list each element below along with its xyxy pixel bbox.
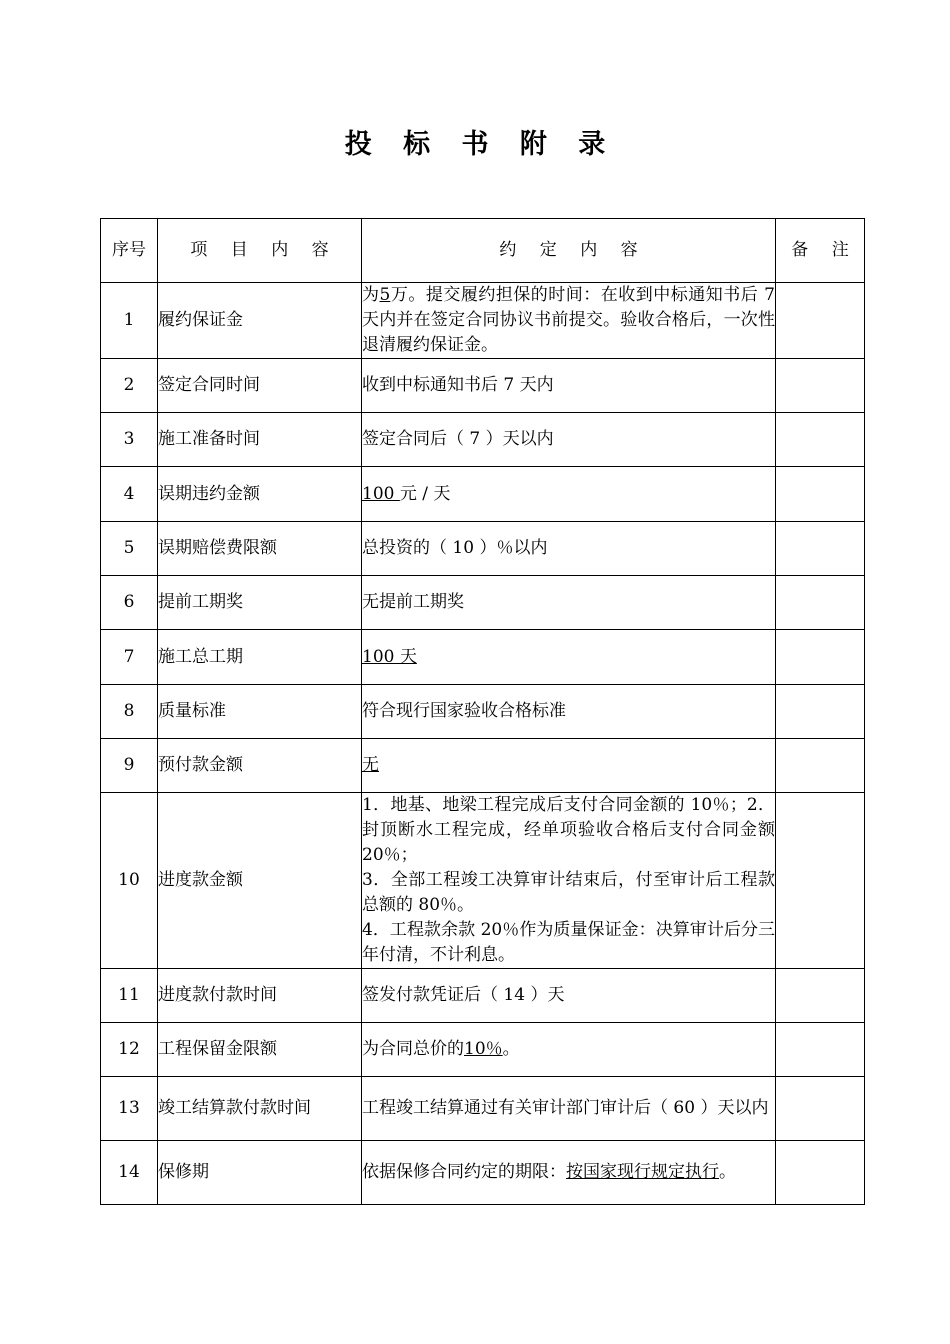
row-number: 12: [101, 1023, 158, 1077]
row-item: 施工准备时间: [158, 413, 362, 467]
row-terms: 签发付款凭证后（ 14 ）天: [362, 969, 776, 1023]
header-item: 项 目 内 容: [158, 219, 362, 283]
row-number: 6: [101, 576, 158, 630]
row-number: 4: [101, 467, 158, 522]
terms-text: 元 / 天: [399, 483, 451, 504]
row-item: 提前工期奖: [158, 576, 362, 630]
table-row: [101, 969, 865, 1023]
underlined-value: 100: [362, 483, 400, 504]
row-terms: [362, 1023, 776, 1077]
row-terms: 无提前工期奖: [362, 576, 776, 630]
document-title: 投 标 书 附 录: [344, 129, 617, 160]
row-terms: 工程竣工结算通过有关审计部门审计后（ 60 ）天以内: [362, 1077, 776, 1141]
row-item: 进度款金额: [158, 793, 362, 969]
row-item: 预付款金额: [158, 739, 362, 793]
terms-paragraph: 4．工程款余款 20％作为质量保证金：决算审计后分三年付清，不计利息。: [362, 920, 775, 965]
table-row: [101, 793, 865, 969]
table-row: [101, 467, 865, 522]
row-terms: 收到中标通知书后 7 天内: [362, 359, 776, 413]
row-remark: [776, 467, 865, 522]
table-row: [101, 359, 865, 413]
table-row: [101, 413, 865, 467]
row-item: 质量标准: [158, 685, 362, 739]
table-header-row: [101, 219, 865, 283]
row-number: 14: [101, 1141, 158, 1205]
table-row: [101, 1023, 865, 1077]
row-number: 5: [101, 522, 158, 576]
row-remark: [776, 1141, 865, 1205]
header-remark: 备 注: [776, 219, 865, 283]
underlined-value: 按国家现行规定执行: [566, 1162, 719, 1182]
row-remark: [776, 739, 865, 793]
row-item: 进度款付款时间: [158, 969, 362, 1023]
row-terms: [362, 739, 776, 793]
table-row: [101, 522, 865, 576]
row-remark: [776, 1077, 865, 1141]
row-number: 11: [101, 969, 158, 1023]
row-number: 9: [101, 739, 158, 793]
header-terms: 约 定 内 容: [362, 219, 776, 283]
row-remark: [776, 283, 865, 359]
row-terms: 签定合同后（ 7 ）天以内: [362, 413, 776, 467]
row-remark: [776, 793, 865, 969]
row-terms: [362, 1141, 776, 1205]
row-item: 施工总工期: [158, 630, 362, 685]
row-remark: [776, 359, 865, 413]
row-number: 7: [101, 630, 158, 685]
table-row: [101, 1141, 865, 1205]
row-remark: [776, 522, 865, 576]
appendix-table: [100, 218, 865, 1205]
terms-text: 万。提交履约担保的时间：在收到中标通知书后 7 天内并在签定合同协议书前提交。验收合格后，一次性退清履约保证金。: [362, 285, 776, 355]
row-item: 履约保证金: [158, 283, 362, 359]
table-row: [101, 283, 865, 359]
row-remark: [776, 413, 865, 467]
row-terms: [362, 793, 776, 969]
row-item: 保修期: [158, 1141, 362, 1205]
row-item: 误期违约金额: [158, 467, 362, 522]
row-remark: [776, 576, 865, 630]
row-remark: [776, 685, 865, 739]
row-remark: [776, 630, 865, 685]
underlined-value: 5: [379, 285, 391, 305]
terms-text: 依据保修合同约定的期限：: [362, 1162, 566, 1182]
row-item: 签定合同时间: [158, 359, 362, 413]
row-item: 误期赔偿费限额: [158, 522, 362, 576]
underlined-value: 100 天: [362, 646, 417, 667]
header-seq: 序号: [101, 219, 158, 283]
row-remark: [776, 1023, 865, 1077]
terms-text: 为: [362, 285, 380, 305]
terms-text: 为合同总价的: [362, 1039, 464, 1059]
table-row: [101, 685, 865, 739]
row-terms: [362, 467, 776, 522]
row-number: 13: [101, 1077, 158, 1141]
table-row: [101, 739, 865, 793]
row-number: 3: [101, 413, 158, 467]
terms-text: 。: [719, 1162, 736, 1182]
row-terms: 符合现行国家验收合格标准: [362, 685, 776, 739]
row-item: 竣工结算款付款时间: [158, 1077, 362, 1141]
underlined-value: 无: [362, 755, 379, 775]
row-terms: [362, 283, 776, 359]
row-terms: 总投资的（ 10 ）％以内: [362, 522, 776, 576]
terms-text: 。: [502, 1039, 520, 1059]
row-remark: [776, 969, 865, 1023]
row-number: 8: [101, 685, 158, 739]
terms-paragraph: 3．全部工程竣工决算审计结束后，付至审计后工程款总额的 80％。: [362, 870, 775, 915]
row-number: 10: [101, 793, 158, 969]
row-number: 2: [101, 359, 158, 413]
table-row: [101, 576, 865, 630]
row-terms: [362, 630, 776, 685]
underlined-value: 10％: [464, 1039, 503, 1059]
row-number: 1: [101, 283, 158, 359]
terms-paragraph: 1．地基、地梁工程完成后支付合同金额的 10％；2．封顶断水工程完成，经单项验收合格后支付合同金额 20％；: [362, 795, 775, 865]
table-row: [101, 1077, 865, 1141]
row-item: 工程保留金限额: [158, 1023, 362, 1077]
table-row: [101, 630, 865, 685]
